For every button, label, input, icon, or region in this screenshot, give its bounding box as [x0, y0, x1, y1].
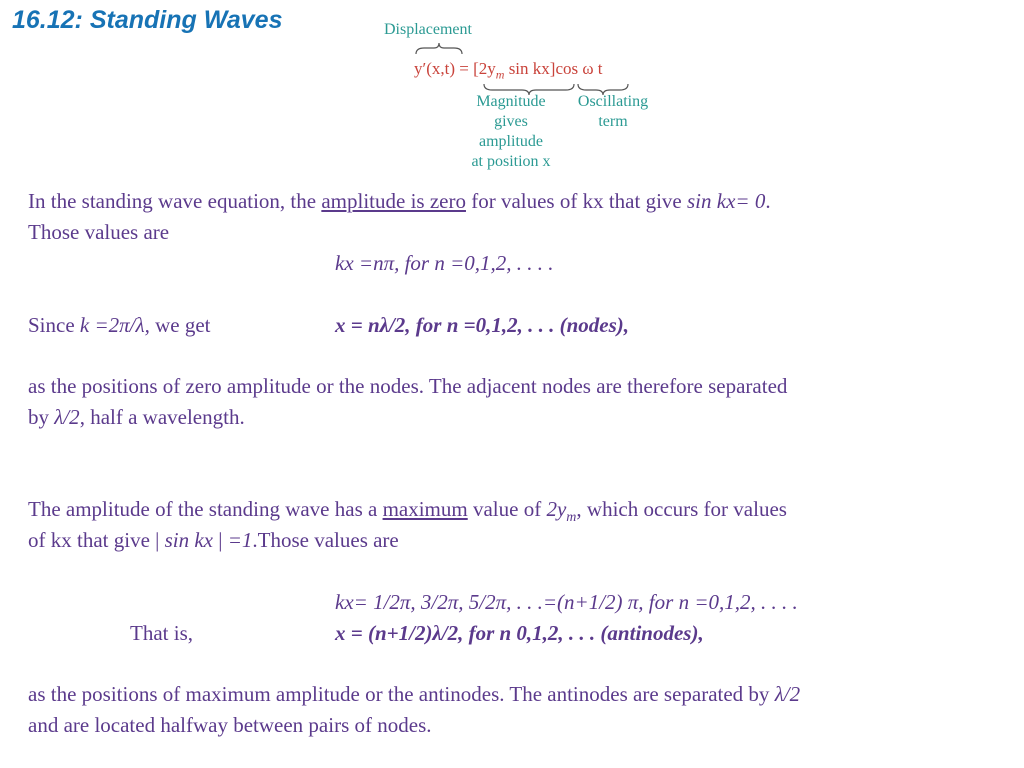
since-post: we get: [149, 313, 211, 337]
displacement-label: Displacement: [384, 21, 472, 38]
displacement-brace: [414, 42, 464, 56]
para3-sub: m: [566, 510, 577, 526]
slide-title: 16.12: Standing Waves: [12, 6, 283, 34]
para1-line1: [28, 188, 771, 214]
para3-post: , which occurs for values: [576, 497, 787, 521]
since-line: [28, 312, 211, 338]
eq-lhs: y′(x,t) = [2y: [414, 59, 496, 78]
para2-line1: as the positions of zero amplitude or the nodes. The adjacent nodes are therefore separated: [28, 374, 788, 398]
para3-mid: value of: [467, 497, 547, 521]
para2-ital: λ/2: [54, 405, 80, 429]
antinode-kx-equation: kx= 1/2π, 3/2π, 5/2π, . . .=(n+1/2) π, for n =0,1,2, . . . .: [335, 590, 798, 614]
para4-ital: λ/2: [774, 682, 801, 706]
that-is-label: That is,: [130, 621, 193, 645]
para2-line2: [28, 404, 245, 430]
oscillating-line-2: term: [598, 113, 628, 130]
para3-l2-ital2: =1: [227, 528, 253, 552]
para2-pre: by: [28, 405, 55, 429]
para3-l2-pre: of kx that give |: [28, 528, 165, 552]
magnitude-line-4: at position x: [471, 153, 551, 170]
eq-sub: m: [495, 67, 505, 82]
para1-pre: In the standing wave equation, the: [28, 189, 322, 213]
magnitude-line-1: Magnitude: [476, 93, 546, 110]
para1-line2: Those values are: [28, 220, 170, 244]
eq-rhs: sin kx]cos ω t: [504, 59, 603, 78]
since-pre: Since: [28, 313, 80, 337]
oscillating-label: [566, 92, 660, 132]
antinode-position-equation: x = (n+1/2)λ/2, for n 0,1,2, . . . (antinodes),: [335, 621, 704, 645]
para3-line2: [28, 527, 399, 553]
node-kx-equation: kx =nπ, for n =0,1,2, . . . .: [335, 251, 554, 275]
amplitude-zero-text: amplitude is zero: [321, 189, 466, 213]
para1-end: .: [765, 189, 771, 213]
equation-figure: [370, 16, 690, 176]
since-ital: k =2π/λ,: [79, 313, 150, 337]
para3-ital: 2y: [546, 497, 567, 521]
oscillating-line-1: Oscillating: [577, 93, 649, 110]
para3-l2-mid: |: [213, 528, 228, 552]
node-position-equation: x = nλ/2, for n =0,1,2, . . . (nodes),: [335, 313, 630, 337]
magnitude-line-2: gives: [494, 113, 528, 130]
para3-pre: The amplitude of the standing wave has a: [28, 497, 383, 521]
standing-wave-equation: [414, 59, 603, 82]
maximum-text: maximum: [382, 497, 468, 521]
para4-line2: and are located halfway between pairs of nodes.: [28, 713, 432, 737]
para3-line1: [28, 496, 787, 531]
para1-mid: for values of kx that give: [465, 189, 687, 213]
magnitude-label: [458, 92, 564, 172]
para4-line1: [28, 681, 800, 707]
para4-pre: as the positions of maximum amplitude or the antinodes. The antinodes are separated by: [28, 682, 775, 706]
para3-l2-ital: sin kx: [164, 528, 213, 552]
para1-ital: sin kx= 0: [687, 189, 766, 213]
para3-l2-post: .Those values are: [252, 528, 399, 552]
magnitude-line-3: amplitude: [479, 133, 543, 150]
para2-post: , half a wavelength.: [79, 405, 245, 429]
